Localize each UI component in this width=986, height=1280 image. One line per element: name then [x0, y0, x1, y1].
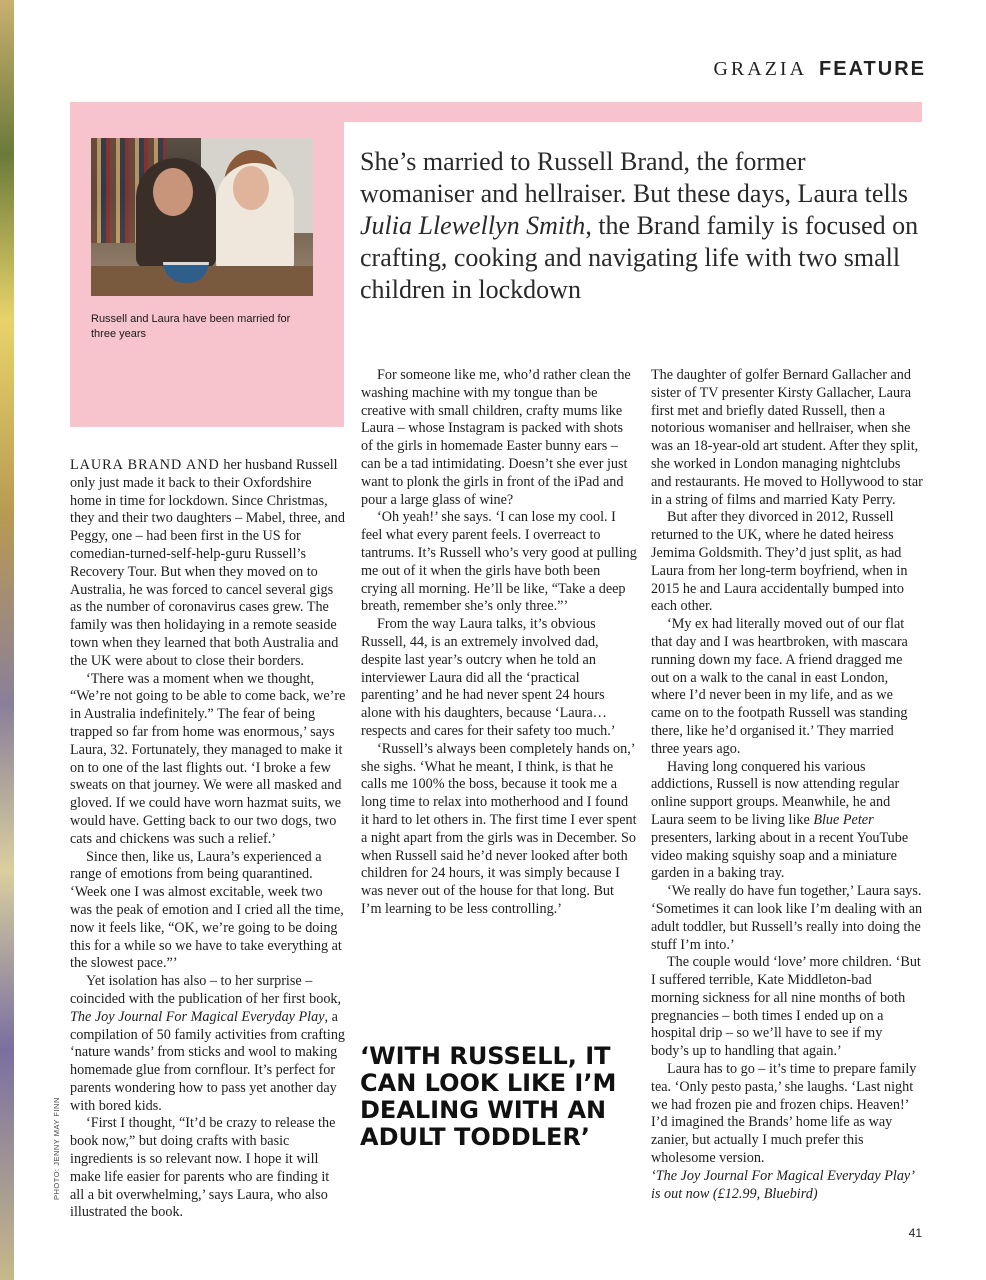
body-column-2: [361, 367, 637, 919]
paragraph: Since then, like us, Laura’s experienced a range of emotions from being quarantined. ‘Week one I was almost excitable, week two was the peak of emotion and I cried all the time, now it feels like, “OK, we’re going to be doing this for a while so we have to take everything at the slowest pace.”’: [70, 848, 344, 972]
body-column-1: [70, 457, 346, 1222]
pink-band-top: [70, 102, 922, 122]
running-header: [713, 58, 926, 81]
paragraph: ‘We really do have fun together,’ Laura says. ‘Sometimes it can look like I’m dealing with an adult toddler, but Russell’s really into doing the stuff I’m into.’: [651, 883, 923, 953]
writer-name: Julia Llewellyn Smith: [360, 211, 586, 240]
standfirst: She’s married to Russell Brand, the former womaniser and hellraiser. But these days, Laura tells Julia Llewellyn Smith, the Brand family is focused on crafting, cooking and navigating life with two small children in lockdown: [360, 147, 919, 304]
paragraph: ‘First I thought, “It’d be crazy to release the book now,” but doing crafts with basic ingredients is so relevant now. I hope it will make life easier for parents who are finding it all a bit overwhelming,’ says Laura, who also illustrated the book.: [70, 1115, 336, 1221]
couple-photo: [91, 138, 313, 296]
paragraph: For someone like me, who’d rather clean the washing machine with my tongue than be creative with small children, crafty mums like Laura – whose Instagram is packed with shots of the girls in homemade Easter bunny ears – can be a tad intimidating. Doesn’t she ever just want to plonk the girls in front of the iPad and pour a large glass of wine?: [361, 367, 631, 508]
endnote: ‘The Joy Journal For Magical Everyday Play’ is out now (£12.99, Bluebird): [651, 1167, 914, 1202]
show-title: Blue Peter: [813, 811, 874, 828]
paragraph: But after they divorced in 2012, Russell returned to the UK, where he dated heiress Jemima Goldsmith. They’d just split, as had Laura from her long-term boyfriend, when in 2015 he and Laura accidentally bumped into each other.: [651, 509, 908, 615]
photo-caption: Russell and Laura have been married for three years: [91, 313, 291, 340]
pull-quote: ‘WITH RUSSELL, IT CAN LOOK LIKE I’M DEALING WITH AN ADULT TODDLER’: [360, 1042, 617, 1151]
paragraph: LAURA BRAND AND her husband Russell only just made it back to their Oxfordshire home in time for lockdown. Since Christmas, they and their two daughters – Mabel, three, and Peggy, one – had been first in the US for comedian-turned-self-help-guru Russell’s Recovery Tour. But when they moved on to Australia, he was forced to cancel several gigs as the number of coronavirus cases grew. The family was then holidaying in a remote seaside town when they learned that both Australia and the UK were about to close their borders.: [70, 457, 345, 669]
page-edge-image: [0, 0, 14, 1280]
paragraph: From the way Laura talks, it’s obvious Russell, 44, is an extremely involved dad, despite last year’s outcry when he told an interviewer Laura did all the ‘practical parenting’ and he had never spent 24 hours alone with his daughters, because ‘Laura… respects and cares for their safety too much.’: [361, 616, 616, 739]
paragraph: The couple would ‘love’ more children. ‘But I suffered terrible, Kate Middleton-bad morning sickness for all nine months of both pregnancies – both times I ended up on a hospital drip – so we’ll have to see if my body’s up to handling that again.’: [651, 954, 921, 1060]
book-title: The Joy Journal For Magical Everyday Play: [70, 1008, 325, 1025]
paragraph: Yet isolation has also – to her surprise – coincided with the publication of her first book, The Joy Journal For Magical Everyday Play, a compilation of 50 family activities from crafting ‘nature wands’ from sticks and wool to making homemade glue from cornflour. It’s perfect for parents wondering how to pass yet another day with bored kids.: [70, 973, 346, 1114]
body-column-3: [651, 367, 923, 1203]
photo-credit: PHOTO: JENNY MAY FINN: [52, 1097, 61, 1200]
page-number: 41: [908, 1226, 922, 1240]
section-name: FEATURE: [819, 58, 926, 80]
paragraph: ‘Russell’s always been completely hands on,’ she sighs. ‘What he meant, I think, is that he calls me 100% the boss, because it took me a long time to relax into motherhood and I found it hard to let others in. The first time I ever spent a night apart from the girls was in December. So when Russell said he’d never looked after both children for 24 hours, it was simply because I was never out of the house for that long. But I’m learning to be less controlling.’: [361, 740, 637, 917]
magazine-name: GRAZIA: [713, 58, 808, 80]
paragraph: Laura has to go – it’s time to prepare family tea. ‘Only pesto pasta,’ she laughs. ‘Last night we had frozen pie and frozen chips. Heaven!’ I’d imagined the Brands’ home life as way zanier, but actually I much prefer this wholesome version.: [651, 1061, 917, 1167]
paragraph: The daughter of golfer Bernard Gallacher and sister of TV presenter Kirsty Gallacher, Laura first met and briefly dated Russell, then a notorious womaniser and hellraiser, when she was an 18-year-old art student. After they split, she worked in London managing nightclubs and restaurants. He moved to Hollywood to star in a string of films and married Katy Perry.: [651, 367, 923, 508]
drop-in: LAURA BRAND AND: [70, 457, 220, 473]
paragraph: ‘Oh yeah!’ she says. ‘I can lose my cool. I feel what every parent feels. I overreact to tantrums. It’s Russell who’s very good at pulling me out of it when the girls have both been crying all morning. He’ll be like, “Take a deep breath, remember she’s only three.”’: [361, 509, 637, 615]
paragraph: ‘There was a moment when we thought, “We’re not going to be able to come back, we’re in Australia indefinitely.” The fear of being trapped so far from home was enormous,’ says Laura, 32. Fortunately, they managed to make it on to one of the last flights out. ‘I broke a few sweats on that journey. We were all masked and gloved. If we could have worn hazmat suits, we would have. Getting back to our two dogs, two cats and chickens was such a relief.’: [70, 670, 346, 847]
paragraph: Having long conquered his various addictions, Russell is now attending regular online support groups. Meanwhile, he and Laura seem to be living like Blue Peter presenters, larking about in a recent YouTube video making squishy soap and a miniature garden in a baking tray.: [651, 758, 909, 882]
paragraph: ‘My ex had literally moved out of our flat that day and I was heartbroken, with mascara running down my face. A friend dragged me out on a walk to the canal in east London, where I’d never been in my life, and as we came on to the footpath Russell was standing there, like he’d organised it.’ They married three years ago.: [651, 616, 908, 757]
